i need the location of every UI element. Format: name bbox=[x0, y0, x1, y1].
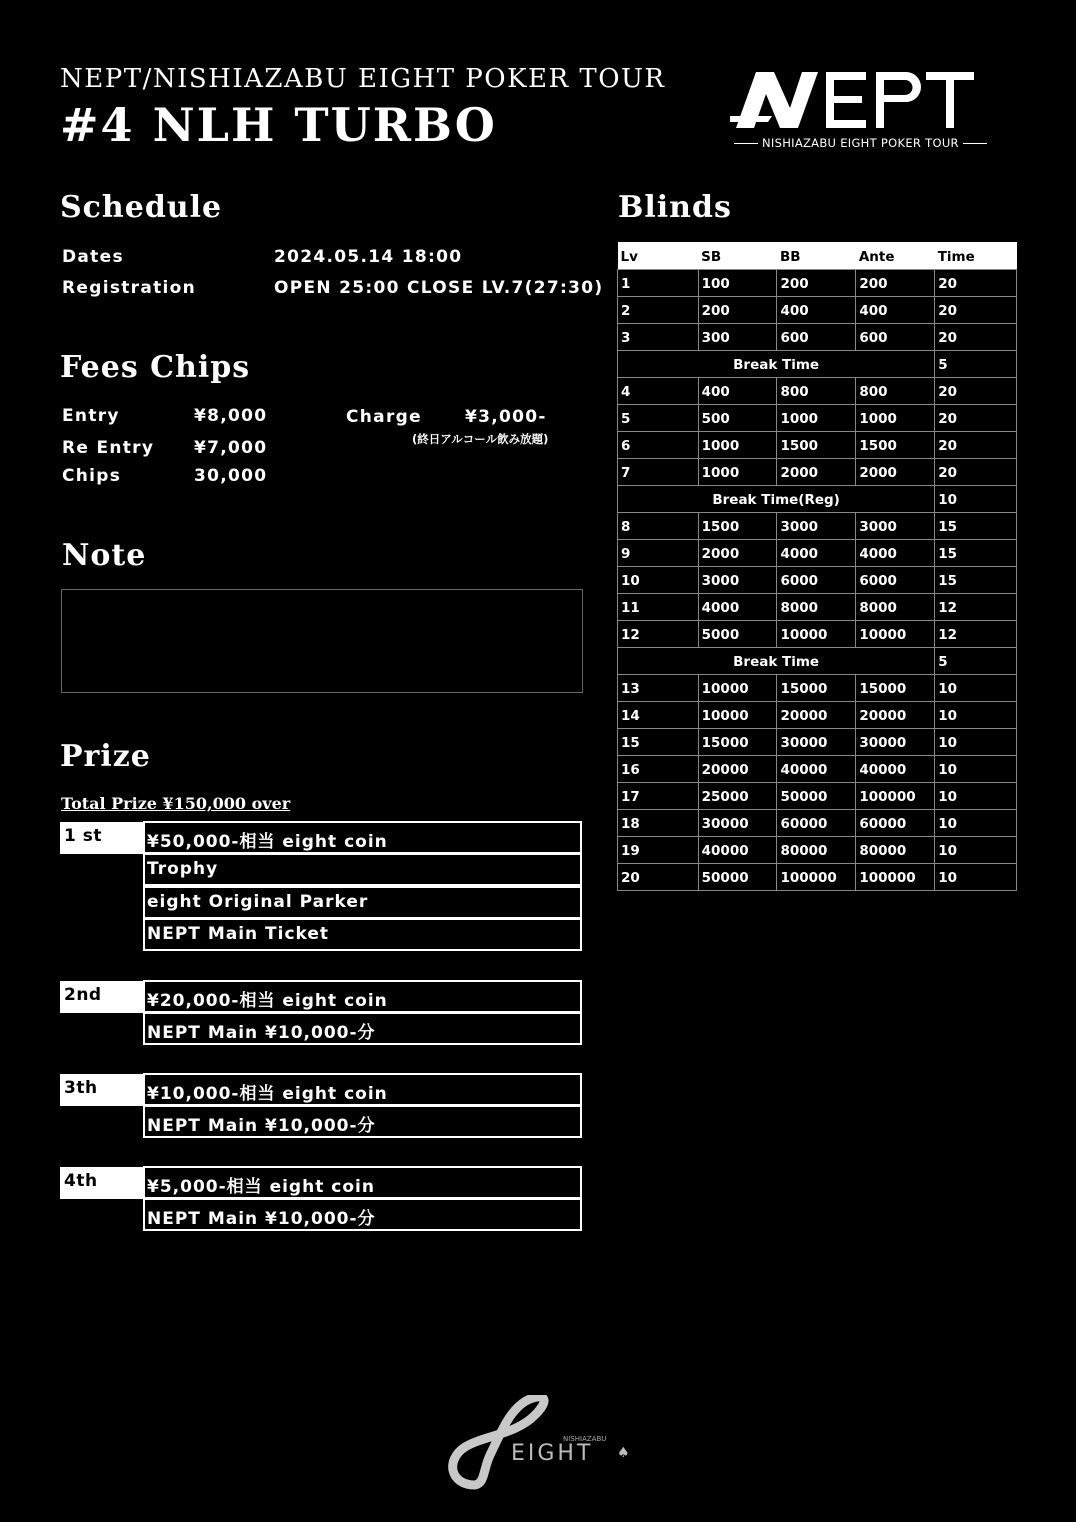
break-label: Break Time(Reg) bbox=[618, 485, 935, 512]
total-prize: Total Prize ¥150,000 over bbox=[61, 794, 291, 813]
time-cell: 10 bbox=[935, 782, 1017, 809]
reentry-value: ¥7,000 bbox=[194, 438, 268, 458]
bb-cell: 50000 bbox=[777, 782, 856, 809]
bb-cell: 8000 bbox=[777, 593, 856, 620]
col-lv: Lv bbox=[618, 242, 699, 269]
lv-cell: 12 bbox=[618, 620, 699, 647]
time-cell: 20 bbox=[935, 323, 1017, 350]
prize-heading: Prize bbox=[60, 739, 151, 774]
bb-cell: 10000 bbox=[777, 620, 856, 647]
prize-item: NEPT Main ¥10,000-分 bbox=[143, 1012, 582, 1045]
event-title: #4 NLH TURBO bbox=[60, 98, 497, 152]
sb-cell: 40000 bbox=[698, 836, 777, 863]
level-row bbox=[618, 782, 1017, 809]
level-row bbox=[618, 512, 1017, 539]
entry-label: Entry bbox=[62, 406, 120, 426]
prize-item: ¥10,000-相当 eight coin bbox=[143, 1073, 582, 1106]
bb-cell: 30000 bbox=[777, 728, 856, 755]
ante-cell: 1500 bbox=[856, 431, 935, 458]
break-label: Break Time bbox=[618, 350, 935, 377]
ante-cell: 100000 bbox=[856, 863, 935, 890]
level-row bbox=[618, 296, 1017, 323]
bb-cell: 800 bbox=[777, 377, 856, 404]
time-cell: 20 bbox=[935, 458, 1017, 485]
time-cell: 10 bbox=[935, 485, 1017, 512]
entry-value: ¥8,000 bbox=[194, 406, 268, 426]
sb-cell: 15000 bbox=[698, 728, 777, 755]
level-row bbox=[618, 809, 1017, 836]
sb-cell: 25000 bbox=[698, 782, 777, 809]
prize-item: NEPT Main Ticket bbox=[143, 918, 582, 951]
eight-logo-top: NISHIAZABU bbox=[563, 1435, 607, 1443]
chips-label: Chips bbox=[62, 466, 122, 486]
level-row bbox=[618, 728, 1017, 755]
time-cell: 12 bbox=[935, 620, 1017, 647]
prize-item: eight Original Parker bbox=[143, 886, 582, 919]
tour-subtitle: NEPT/NISHIAZABU EIGHT POKER TOUR bbox=[60, 64, 666, 94]
bb-cell: 80000 bbox=[777, 836, 856, 863]
note-heading: Note bbox=[62, 538, 147, 573]
lv-cell: 14 bbox=[618, 701, 699, 728]
lv-cell: 4 bbox=[618, 377, 699, 404]
rank-label: 3th bbox=[60, 1074, 143, 1106]
level-row bbox=[618, 863, 1017, 890]
prize-item: ¥20,000-相当 eight coin bbox=[143, 980, 582, 1013]
lv-cell: 13 bbox=[618, 674, 699, 701]
lv-cell: 16 bbox=[618, 755, 699, 782]
time-cell: 10 bbox=[935, 863, 1017, 890]
time-cell: 20 bbox=[935, 377, 1017, 404]
sb-cell: 30000 bbox=[698, 809, 777, 836]
level-row bbox=[618, 755, 1017, 782]
level-row bbox=[618, 323, 1017, 350]
level-row bbox=[618, 377, 1017, 404]
registration-value: OPEN 25:00 CLOSE LV.7(27:30) bbox=[274, 278, 604, 298]
sb-cell: 5000 bbox=[698, 620, 777, 647]
level-row bbox=[618, 701, 1017, 728]
bb-cell: 15000 bbox=[777, 674, 856, 701]
ante-cell: 30000 bbox=[856, 728, 935, 755]
lv-cell: 5 bbox=[618, 404, 699, 431]
charge-label: Charge bbox=[346, 407, 422, 427]
time-cell: 10 bbox=[935, 728, 1017, 755]
rank-label: 4th bbox=[60, 1167, 143, 1199]
level-row bbox=[618, 620, 1017, 647]
prize-item: Trophy bbox=[143, 853, 582, 886]
dates-label: Dates bbox=[62, 247, 124, 267]
bb-cell: 100000 bbox=[777, 863, 856, 890]
break-row bbox=[618, 350, 1017, 377]
eight-logo-word: EIGHT bbox=[511, 1441, 594, 1466]
sb-cell: 200 bbox=[698, 296, 777, 323]
time-cell: 20 bbox=[935, 431, 1017, 458]
time-cell: 20 bbox=[935, 296, 1017, 323]
time-cell: 15 bbox=[935, 566, 1017, 593]
level-row bbox=[618, 566, 1017, 593]
time-cell: 10 bbox=[935, 836, 1017, 863]
bb-cell: 20000 bbox=[777, 701, 856, 728]
sb-cell: 10000 bbox=[698, 701, 777, 728]
ante-cell: 15000 bbox=[856, 674, 935, 701]
time-cell: 10 bbox=[935, 674, 1017, 701]
level-row bbox=[618, 674, 1017, 701]
level-row bbox=[618, 539, 1017, 566]
lv-cell: 15 bbox=[618, 728, 699, 755]
dates-value: 2024.05.14 18:00 bbox=[274, 247, 463, 267]
lv-cell: 3 bbox=[618, 323, 699, 350]
sb-cell: 1000 bbox=[698, 458, 777, 485]
schedule-heading: Schedule bbox=[60, 190, 223, 225]
level-row bbox=[618, 431, 1017, 458]
time-cell: 10 bbox=[935, 809, 1017, 836]
bb-cell: 40000 bbox=[777, 755, 856, 782]
time-cell: 10 bbox=[935, 701, 1017, 728]
bb-cell: 600 bbox=[777, 323, 856, 350]
ante-cell: 400 bbox=[856, 296, 935, 323]
bb-cell: 6000 bbox=[777, 566, 856, 593]
sb-cell: 4000 bbox=[698, 593, 777, 620]
lv-cell: 10 bbox=[618, 566, 699, 593]
sb-cell: 50000 bbox=[698, 863, 777, 890]
time-cell: 5 bbox=[935, 647, 1017, 674]
lv-cell: 1 bbox=[618, 269, 699, 296]
registration-label: Registration bbox=[62, 278, 197, 298]
lv-cell: 11 bbox=[618, 593, 699, 620]
bb-cell: 4000 bbox=[777, 539, 856, 566]
bb-cell: 60000 bbox=[777, 809, 856, 836]
break-label: Break Time bbox=[618, 647, 935, 674]
lv-cell: 17 bbox=[618, 782, 699, 809]
bb-cell: 2000 bbox=[777, 458, 856, 485]
sb-cell: 1000 bbox=[698, 431, 777, 458]
lv-cell: 6 bbox=[618, 431, 699, 458]
bb-cell: 1500 bbox=[777, 431, 856, 458]
blinds-heading: Blinds bbox=[618, 190, 732, 225]
time-cell: 5 bbox=[935, 350, 1017, 377]
time-cell: 10 bbox=[935, 755, 1017, 782]
time-cell: 15 bbox=[935, 539, 1017, 566]
ante-cell: 600 bbox=[856, 323, 935, 350]
ante-cell: 40000 bbox=[856, 755, 935, 782]
lv-cell: 8 bbox=[618, 512, 699, 539]
ante-cell: 1000 bbox=[856, 404, 935, 431]
time-cell: 15 bbox=[935, 512, 1017, 539]
lv-cell: 18 bbox=[618, 809, 699, 836]
ante-cell: 10000 bbox=[856, 620, 935, 647]
rank-label: 1 st bbox=[60, 822, 143, 854]
nept-logo-tagline: NISHIAZABU EIGHT POKER TOUR bbox=[730, 136, 970, 150]
nept-logo-word bbox=[730, 66, 975, 130]
lv-cell: 9 bbox=[618, 539, 699, 566]
sb-cell: 300 bbox=[698, 323, 777, 350]
col-time: Time bbox=[935, 242, 1017, 269]
prize-item: ¥50,000-相当 eight coin bbox=[143, 821, 582, 854]
level-row bbox=[618, 836, 1017, 863]
time-cell: 20 bbox=[935, 269, 1017, 296]
bb-cell: 3000 bbox=[777, 512, 856, 539]
lv-cell: 2 bbox=[618, 296, 699, 323]
sb-cell: 400 bbox=[698, 377, 777, 404]
ante-cell: 200 bbox=[856, 269, 935, 296]
ante-cell: 3000 bbox=[856, 512, 935, 539]
bb-cell: 400 bbox=[777, 296, 856, 323]
reentry-label: Re Entry bbox=[62, 438, 155, 458]
time-cell: 12 bbox=[935, 593, 1017, 620]
lv-cell: 20 bbox=[618, 863, 699, 890]
ante-cell: 60000 bbox=[856, 809, 935, 836]
sb-cell: 2000 bbox=[698, 539, 777, 566]
col-bb: BB bbox=[777, 242, 856, 269]
note-box bbox=[61, 589, 583, 693]
fees-heading: Fees Chips bbox=[60, 350, 251, 385]
charge-value: ¥3,000- bbox=[465, 407, 547, 427]
level-row bbox=[618, 404, 1017, 431]
col-ante: Ante bbox=[856, 242, 935, 269]
ante-cell: 20000 bbox=[856, 701, 935, 728]
break-row bbox=[618, 647, 1017, 674]
level-row bbox=[618, 269, 1017, 296]
lv-cell: 19 bbox=[618, 836, 699, 863]
level-row bbox=[618, 593, 1017, 620]
col-sb: SB bbox=[698, 242, 777, 269]
blinds-header-row bbox=[618, 242, 1017, 269]
rank-label: 2nd bbox=[60, 981, 143, 1013]
charge-note: (終日アルコール飲み放題) bbox=[412, 432, 549, 446]
bb-cell: 200 bbox=[777, 269, 856, 296]
eight-logo bbox=[445, 1395, 635, 1490]
sb-cell: 10000 bbox=[698, 674, 777, 701]
break-row bbox=[618, 485, 1017, 512]
spade-icon: ♠ bbox=[617, 1445, 630, 1461]
sb-cell: 100 bbox=[698, 269, 777, 296]
blinds-body bbox=[618, 269, 1017, 890]
ante-cell: 80000 bbox=[856, 836, 935, 863]
sb-cell: 500 bbox=[698, 404, 777, 431]
prize-item: NEPT Main ¥10,000-分 bbox=[143, 1105, 582, 1138]
time-cell: 20 bbox=[935, 404, 1017, 431]
sb-cell: 20000 bbox=[698, 755, 777, 782]
prize-item: NEPT Main ¥10,000-分 bbox=[143, 1198, 582, 1231]
ante-cell: 2000 bbox=[856, 458, 935, 485]
nept-logo bbox=[730, 66, 975, 152]
sb-cell: 3000 bbox=[698, 566, 777, 593]
ante-cell: 100000 bbox=[856, 782, 935, 809]
bb-cell: 1000 bbox=[777, 404, 856, 431]
lv-cell: 7 bbox=[618, 458, 699, 485]
blinds-table bbox=[617, 242, 1017, 891]
level-row bbox=[618, 458, 1017, 485]
ante-cell: 8000 bbox=[856, 593, 935, 620]
prize-item: ¥5,000-相当 eight coin bbox=[143, 1166, 582, 1199]
ante-cell: 4000 bbox=[856, 539, 935, 566]
ante-cell: 800 bbox=[856, 377, 935, 404]
chips-value: 30,000 bbox=[194, 466, 268, 486]
sb-cell: 1500 bbox=[698, 512, 777, 539]
ante-cell: 6000 bbox=[856, 566, 935, 593]
